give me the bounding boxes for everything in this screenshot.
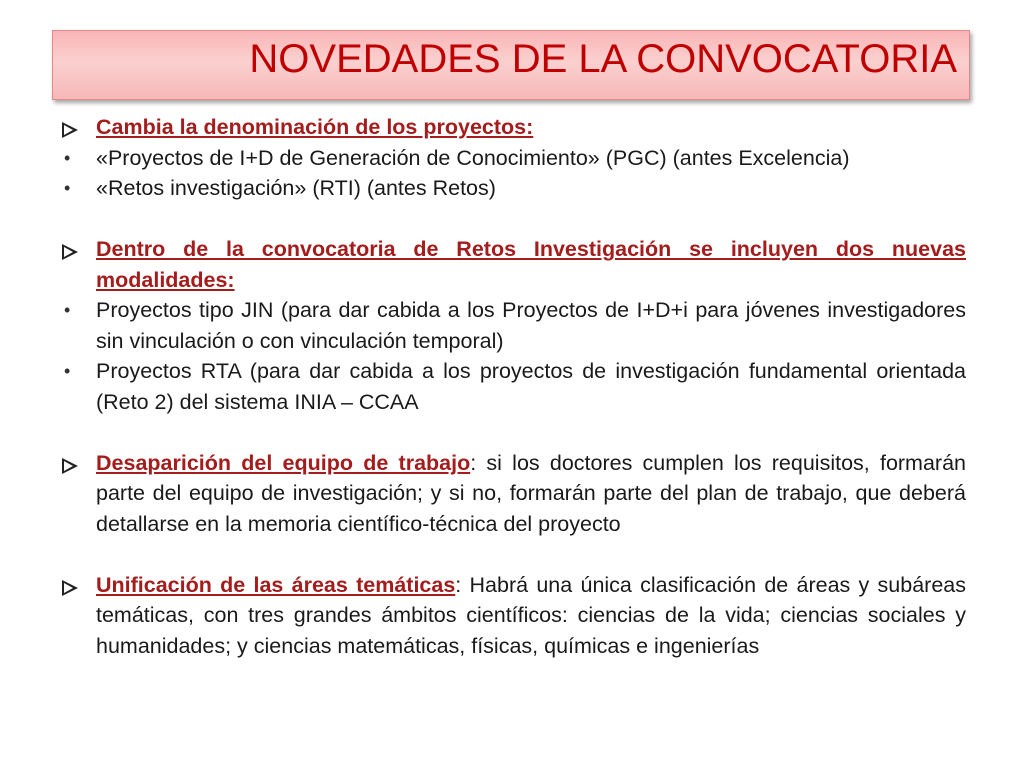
list-item: [62, 295, 966, 356]
slide-content: [62, 112, 966, 661]
slide-title: NOVEDADES DE LA CONVOCATORIA: [249, 37, 957, 81]
dot-bullet-icon: •: [64, 300, 71, 320]
section-heading-text: Unificación de las áreas temáticas: [96, 572, 456, 597]
dot-bullet-icon: •: [64, 178, 71, 198]
list-item: [62, 173, 966, 204]
section-heading: [62, 234, 966, 295]
arrow-bullet-icon: [62, 570, 92, 601]
dot-bullet-icon: •: [64, 361, 71, 381]
spacer: [62, 539, 966, 570]
spacer: [62, 204, 966, 235]
section-heading-rest: : si los doctores cumplen los requisitos, formarán parte del equipo de investigación; y si no, formarán parte del plan de trabajo, que deberá detallarse en la memoria científico-técnica del proyecto: [96, 450, 966, 536]
title-banner: [52, 30, 970, 100]
arrow-bullet-icon: [62, 112, 92, 143]
section-heading: [62, 570, 966, 662]
list-item: [62, 143, 966, 174]
list-item-text: «Retos investigación» (RTI) (antes Retos): [96, 176, 496, 200]
section-heading-text: Cambia la denominación de los proyectos:: [96, 115, 534, 139]
arrow-bullet-icon: [62, 448, 92, 479]
section-heading-text: Desaparición del equipo de trabajo: [96, 450, 471, 475]
list-item-text: Proyectos RTA (para dar cabida a los proyectos de investigación fundamental orientada (Reto 2) del sistema INIA – CCAA: [96, 359, 966, 414]
spacer: [62, 417, 966, 448]
section-heading: [62, 448, 966, 540]
list-item: [62, 356, 966, 417]
dot-bullet-icon: •: [64, 147, 71, 168]
list-item-text: «Proyectos de I+D de Generación de Conocimiento» (PGC) (antes Excelencia): [96, 145, 850, 170]
list-item-text: Proyectos tipo JIN (para dar cabida a los Proyectos de I+D+i para jóvenes investigadores sin vinculación o con vinculación temporal): [96, 298, 966, 353]
section-heading-rest: : Habrá una única clasificación de áreas y subáreas temáticas, con tres grandes ámbitos científicos: ciencias de la vida; ciencias sociales y humanidades; y ciencias matemáticas, físicas, químicas e ingenierías: [96, 572, 966, 658]
arrow-bullet-icon: [62, 234, 92, 265]
section-heading-text: Dentro de la convocatoria de Retos Investigación se incluyen dos nuevas modalidades:: [96, 237, 966, 292]
section-heading: [62, 112, 966, 143]
